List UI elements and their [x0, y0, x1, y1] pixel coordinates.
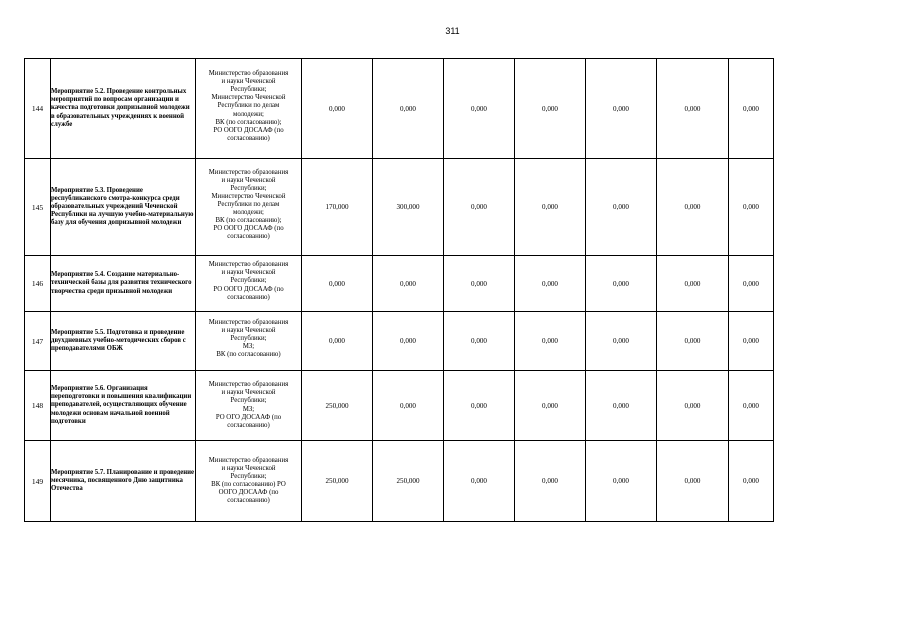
- funding-value: 0,000: [302, 59, 373, 159]
- executor-cell: [196, 59, 302, 159]
- table-row: [25, 312, 774, 371]
- executor-text: Министерство образования и науки Чеченской Республики; МЗ; ВК (по согласованию): [208, 318, 289, 359]
- table-row: [25, 371, 774, 441]
- row-number: 147: [25, 312, 51, 371]
- table-row: [25, 59, 774, 159]
- funding-value: 0,000: [373, 256, 444, 312]
- funding-value: 0,000: [444, 256, 515, 312]
- funding-value: 0,000: [729, 256, 774, 312]
- funding-value: 0,000: [515, 312, 586, 371]
- funding-value: 0,000: [444, 159, 515, 256]
- table-row: [25, 256, 774, 312]
- measure-name: Мероприятие 5.3. Проведение республиканского смотра-конкурса среди образовательных учреждений Чеченской Республики на лучшую учебно-материальную базу для обучения допризывной молодежи: [51, 159, 196, 256]
- funding-value: 0,000: [515, 371, 586, 441]
- executor-cell: [196, 371, 302, 441]
- funding-value: 250,000: [302, 371, 373, 441]
- funding-value: 0,000: [657, 371, 729, 441]
- funding-value: 0,000: [373, 371, 444, 441]
- measure-name: Мероприятие 5.5. Подготовка и проведение двухдневных учебно-методических сборов с преподавателями ОБЖ: [51, 312, 196, 371]
- table-body: [25, 59, 774, 522]
- executor-cell: [196, 159, 302, 256]
- funding-value: 250,000: [373, 441, 444, 522]
- funding-value: 0,000: [444, 371, 515, 441]
- funding-value: 0,000: [586, 256, 657, 312]
- executor-text: Министерство образования и науки Чеченской Республики; ВК (по согласованию) РО ООГО ДОСААФ (по согласованию): [208, 456, 289, 505]
- executor-cell: [196, 441, 302, 522]
- funding-value: 0,000: [586, 441, 657, 522]
- funding-value: 0,000: [657, 159, 729, 256]
- funding-value: 0,000: [729, 441, 774, 522]
- executor-cell: [196, 256, 302, 312]
- funding-value: 0,000: [515, 159, 586, 256]
- row-number: 149: [25, 441, 51, 522]
- budget-table: [24, 58, 774, 522]
- funding-value: 0,000: [586, 59, 657, 159]
- table-row: [25, 441, 774, 522]
- funding-value: 0,000: [586, 371, 657, 441]
- funding-value: 0,000: [729, 159, 774, 256]
- row-number: 145: [25, 159, 51, 256]
- row-number: 144: [25, 59, 51, 159]
- funding-value: 0,000: [586, 312, 657, 371]
- funding-value: 0,000: [515, 256, 586, 312]
- funding-value: 0,000: [302, 312, 373, 371]
- funding-value: 250,000: [302, 441, 373, 522]
- executor-text: Министерство образования и науки Чеченской Республики; Министерство Чеченской Республики по делам молодежи; ВК (по согласованию); РО ООГО ДОСААФ (по согласованию): [208, 168, 289, 241]
- funding-value: 0,000: [657, 59, 729, 159]
- funding-value: 0,000: [657, 441, 729, 522]
- funding-value: 0,000: [657, 312, 729, 371]
- funding-value: 0,000: [586, 159, 657, 256]
- executor-text: Министерство образования и науки Чеченской Республики; РО ООГО ДОСААФ (по согласованию): [208, 261, 289, 301]
- executor-text: Министерство образования и науки Чеченской Республики; МЗ; РО ОГО ДОСААФ (по согласованию): [208, 381, 289, 429]
- row-number: 146: [25, 256, 51, 312]
- funding-value: 0,000: [515, 441, 586, 522]
- page-number: 311: [445, 26, 460, 36]
- measure-name: Мероприятие 5.7. Планирование и проведение месячника, посвященного Дню защитника Отечества: [51, 441, 196, 522]
- funding-value: 0,000: [373, 59, 444, 159]
- funding-value: 0,000: [729, 371, 774, 441]
- funding-value: 0,000: [444, 312, 515, 371]
- table-row: [25, 159, 774, 256]
- funding-value: 0,000: [444, 59, 515, 159]
- row-number: 148: [25, 371, 51, 441]
- funding-value: 0,000: [515, 59, 586, 159]
- measure-name: Мероприятие 5.6. Организация переподготовки и повышения квалификации преподавателей, осуществляющих обучение молодежи основам начальной военной подготовки: [51, 371, 196, 441]
- funding-value: 0,000: [373, 312, 444, 371]
- funding-value: 0,000: [302, 256, 373, 312]
- executor-cell: [196, 312, 302, 371]
- funding-value: 0,000: [729, 59, 774, 159]
- measure-name: Мероприятие 5.4. Создание материально-технической базы для развития технического творчества среди призывной молодежи: [51, 256, 196, 312]
- funding-value: 0,000: [444, 441, 515, 522]
- funding-value: 0,000: [729, 312, 774, 371]
- funding-value: 0,000: [657, 256, 729, 312]
- funding-value: 170,000: [302, 159, 373, 256]
- funding-value: 300,000: [373, 159, 444, 256]
- measure-name: Мероприятие 5.2. Проведение контрольных мероприятий по вопросам организации и качества подготовки допризывной молодежи в образовательных учреждениях к военной службе: [51, 59, 196, 159]
- executor-text: Министерство образования и науки Чеченской Республики; Министерство Чеченской Республики по делам молодежи; ВК (по согласованию); РО ООГО ДОСААФ (по согласованию): [208, 70, 289, 142]
